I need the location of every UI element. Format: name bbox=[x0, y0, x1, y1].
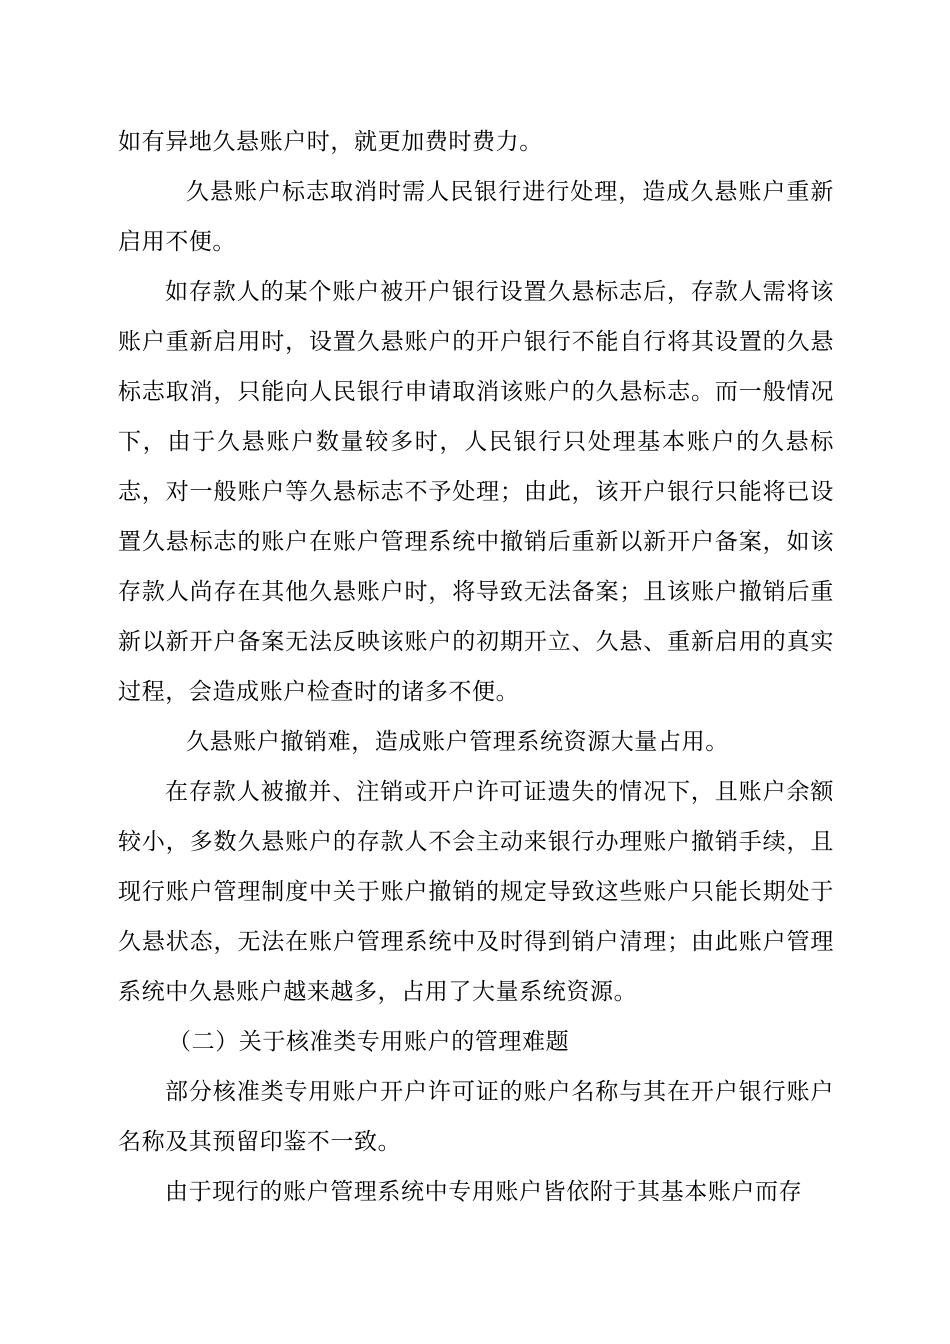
paragraph-4: 久悬账户撤销难，造成账户管理系统资源大量占用。 bbox=[186, 729, 729, 755]
paragraph-5: 在存款人被撤并、注销或开户许可证遗失的情况下，且账户余额较小，多数久悬账户的存款人不会主动来银行办理账户撤销手续，且现行账户管理制度中关于账户撤销的规定导致这些账户只能长期处于久悬状态，无法在账户管理系统中及时得到销户清理；由此账户管理系统中久悬账户越来越多，占用了大量系统资源。 bbox=[118, 779, 834, 1005]
document-body bbox=[118, 117, 834, 1217]
paragraph-1: 如有异地久悬账户时，就更加费时费力。 bbox=[118, 129, 543, 155]
paragraph-2: 久悬账户标志取消时需人民银行进行处理，造成久悬账户重新启用不便。 bbox=[118, 179, 834, 255]
paragraph-6: 部分核准类专用账户开户许可证的账户名称与其在开户银行账户名称及其预留印鉴不一致。 bbox=[118, 1079, 834, 1155]
section-heading: （二）关于核准类专用账户的管理难题 bbox=[168, 1029, 570, 1055]
paragraph-7: 由于现行的账户管理系统中专用账户皆依附于其基本账户而存 bbox=[165, 1179, 803, 1205]
paragraph-3: 如存款人的某个账户被开户银行设置久悬标志后，存款人需将该账户重新启用时，设置久悬账户的开户银行不能自行将其设置的久悬标志取消，只能向人民银行申请取消该账户的久悬标志。而一般情况下，由于久悬账户数量较多时，人民银行只处理基本账户的久悬标志，对一般账户等久悬标志不予处理；由此，该开户银行只能将已设置久悬标志的账户在账户管理系统中撤销后重新以新开户备案，如该存款人尚存在其他久悬账户时，将导致无法备案；且该账户撤销后重新以新开户备案无法反映该账户的初期开立、久悬、重新启用的真实过程，会造成账户检查时的诸多不便。 bbox=[118, 279, 834, 705]
